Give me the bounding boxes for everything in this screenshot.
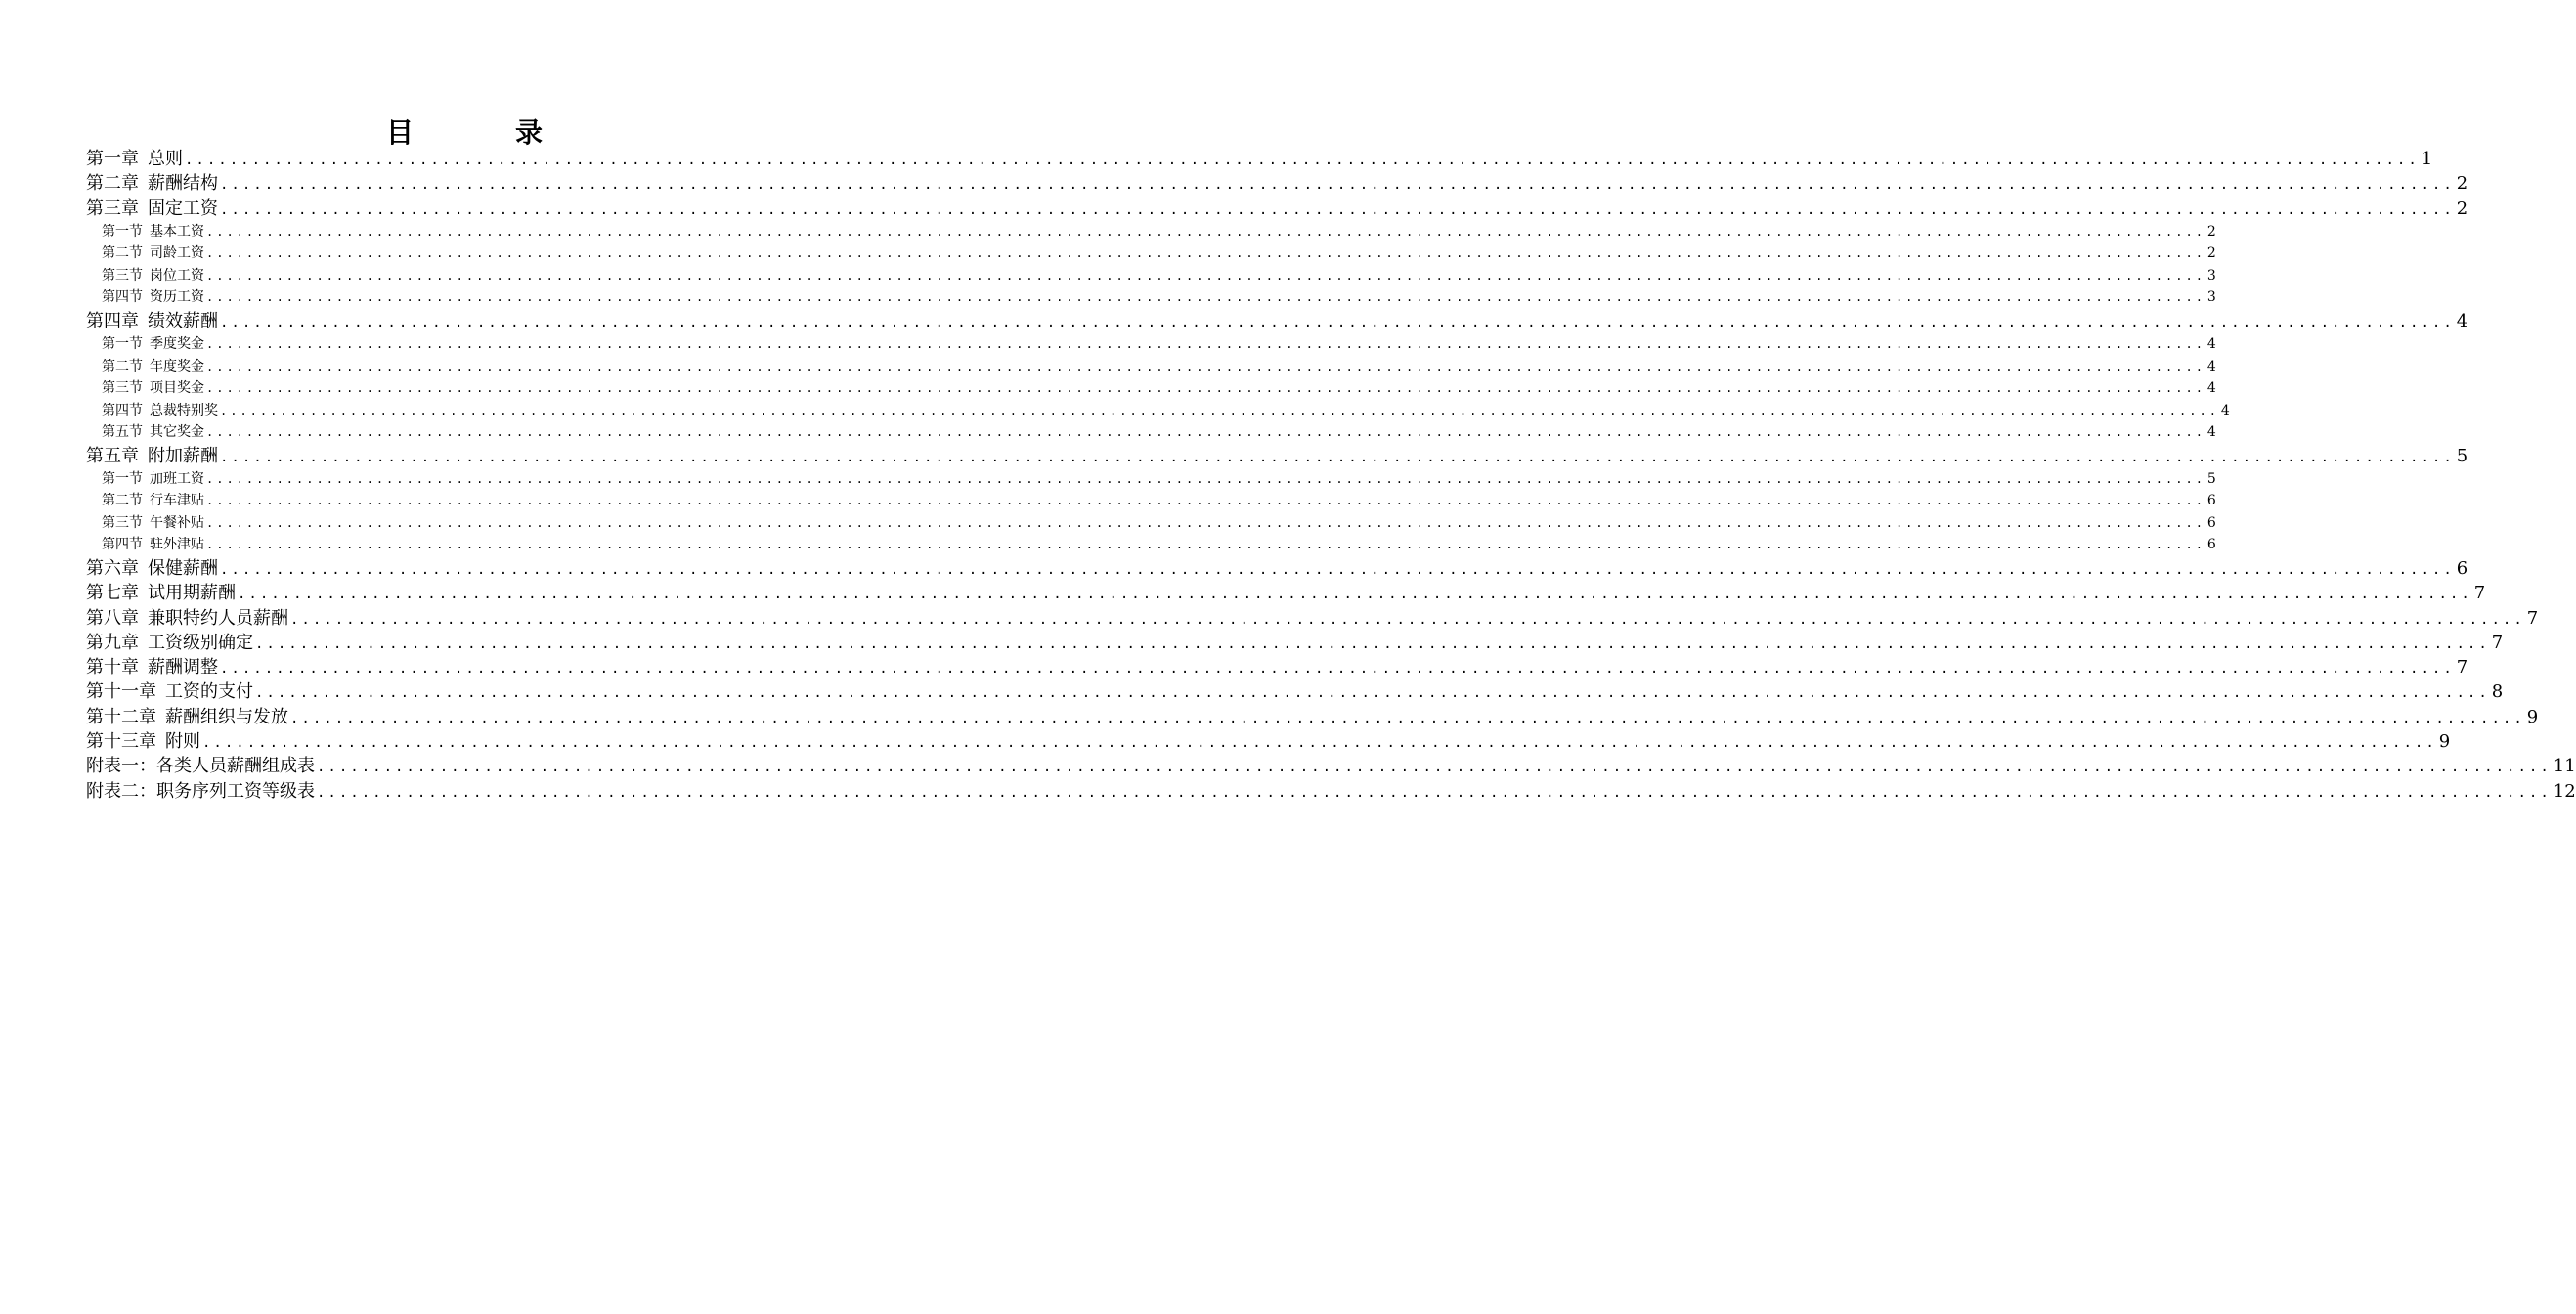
- toc-entry-label: [102, 377, 204, 400]
- toc-chapter-entry[interactable]: [86, 556, 2468, 581]
- toc-section-entry[interactable]: [86, 468, 2216, 491]
- toc-entry-text: 行车津贴: [150, 493, 204, 509]
- toc-page-number: 4: [2456, 310, 2468, 331]
- dot-leader: ........................................................................................................................................................................................................: [220, 449, 2455, 465]
- toc-entry-label: [86, 581, 236, 605]
- toc-entry-label: [102, 400, 218, 422]
- toc-entry-text: 午餐补贴: [150, 514, 204, 531]
- toc-page-number: 7: [2473, 583, 2486, 604]
- toc-section-entry[interactable]: [86, 242, 2216, 265]
- toc-chapter-entry[interactable]: [86, 147, 2433, 171]
- toc-section-entry[interactable]: [86, 490, 2216, 512]
- toc-entry-label: [102, 221, 204, 243]
- toc-page-number: 2: [2206, 245, 2216, 262]
- dot-leader: ........................................................................................................................................................................................................: [220, 177, 2455, 194]
- toc-page-number: 6: [2206, 514, 2216, 531]
- dot-leader: ........................................................................................................................................................................................................: [202, 735, 2437, 752]
- toc-entry-text: 兼职特约人员薪酬: [148, 607, 288, 629]
- dot-leader: ........................................................................................................................................................................................................: [220, 314, 2455, 330]
- toc-entry-text: 附表一：各类人员薪酬组成表: [86, 756, 315, 777]
- toc-entry-text: 工资级别确定: [148, 632, 253, 653]
- toc-entry-text: 保健薪酬: [148, 557, 218, 579]
- toc-entry-label: [102, 286, 204, 309]
- dot-leader: ........................................................................................................................................................................................................: [206, 337, 2205, 352]
- toc-entry-text: 附则: [165, 731, 200, 753]
- toc-section-entry[interactable]: [86, 356, 2216, 378]
- toc-entry-number: 第三节: [102, 267, 143, 284]
- toc-entry-label: [86, 779, 315, 805]
- toc-entry-text: 附表二：职务序列工资等级表: [86, 780, 315, 802]
- dot-leader: ........................................................................................................................................................................................................: [206, 538, 2205, 552]
- toc-entry-label: [102, 468, 204, 491]
- toc-page-number: 2: [2456, 197, 2468, 219]
- toc-entry-number: 第三节: [102, 514, 143, 531]
- toc-entry-text: 薪酬结构: [148, 173, 218, 195]
- toc-page-number: 4: [2220, 402, 2230, 418]
- dot-leader: ........................................................................................................................................................................................................: [220, 403, 2219, 417]
- toc-entry-number: 第六章: [86, 557, 139, 579]
- toc-page-number: 7: [2491, 632, 2504, 653]
- toc-entry-label: [86, 556, 218, 581]
- toc-entry-label: [86, 197, 218, 221]
- toc-entry-text: 绩效薪酬: [148, 310, 218, 331]
- toc-entry-text: 季度奖金: [150, 336, 204, 353]
- dot-leader: ........................................................................................................................................................................................................: [317, 784, 2552, 801]
- dot-leader: ........................................................................................................................................................................................................: [317, 760, 2552, 776]
- toc-page-number: 8: [2491, 681, 2504, 703]
- toc-entry-label: [86, 606, 288, 631]
- toc-section-entry[interactable]: [86, 512, 2216, 535]
- toc-entry-label: [102, 421, 204, 444]
- dot-leader: ........................................................................................................................................................................................................: [290, 710, 2525, 726]
- toc-page-number: 6: [2456, 557, 2468, 579]
- toc-entry-text: 附加薪酬: [148, 445, 218, 466]
- toc-entry-number: 第九章: [86, 632, 139, 653]
- toc-page-number: 9: [2438, 731, 2451, 753]
- toc-page-number: 4: [2206, 336, 2216, 353]
- toc-chapter-entry[interactable]: [86, 444, 2468, 468]
- toc-entry-label: [86, 655, 218, 679]
- toc-entry-number: 第四章: [86, 310, 139, 331]
- toc-page-number: 11: [2553, 756, 2576, 777]
- toc-entry-label: [86, 705, 288, 729]
- toc-entry-number: 第一节: [102, 470, 143, 487]
- toc-entry-text: 薪酬调整: [148, 657, 218, 679]
- toc-entry-label: [86, 679, 253, 704]
- toc-entry-label: [102, 333, 204, 356]
- toc-entry-number: 第四节: [102, 402, 143, 418]
- toc-page-number: 7: [2456, 657, 2468, 679]
- toc-chapter-entry[interactable]: [86, 606, 2539, 631]
- dot-leader: ........................................................................................................................................................................................................: [206, 268, 2205, 283]
- toc-section-entry[interactable]: [86, 421, 2216, 444]
- toc-page-number: 2: [2206, 223, 2216, 240]
- toc-section-entry[interactable]: [86, 286, 2216, 309]
- toc-page-number: 2: [2456, 173, 2468, 195]
- toc-page-number: 5: [2456, 445, 2468, 466]
- toc-page-number: 9: [2526, 706, 2539, 727]
- toc-entry-text: 其它奖金: [150, 424, 204, 441]
- toc-chapter-entry[interactable]: [86, 705, 2539, 729]
- toc-entry-number: 第十三章: [86, 731, 156, 753]
- toc-entry-label: [86, 444, 218, 468]
- toc-entry-number: 第四节: [102, 537, 143, 553]
- toc-entry-number: 第三节: [102, 380, 143, 397]
- toc-entry-label: [86, 754, 315, 779]
- toc-entry-text: 司龄工资: [150, 245, 204, 262]
- toc-entry-number: 第二节: [102, 358, 143, 374]
- toc-entry-label: [102, 534, 204, 556]
- toc-entry-number: 第十一章: [86, 681, 156, 703]
- toc-entry-text: 资历工资: [150, 289, 204, 306]
- toc-entry-text: 年度奖金: [150, 358, 204, 374]
- table-of-contents: [86, 147, 2576, 804]
- toc-section-entry[interactable]: [86, 265, 2216, 287]
- toc-entry-label: [86, 171, 218, 196]
- dot-leader: ........................................................................................................................................................................................................: [206, 515, 2205, 530]
- toc-entry-number: 第三章: [86, 197, 139, 219]
- dot-leader: ........................................................................................................................................................................................................: [290, 611, 2525, 628]
- toc-entry-label: [102, 265, 204, 287]
- toc-entry-label: [86, 147, 183, 171]
- toc-entry-number: 第四节: [102, 289, 143, 306]
- toc-page-number: 6: [2206, 537, 2216, 553]
- toc-page-number: 4: [2206, 358, 2216, 374]
- toc-entry-text: 加班工资: [150, 470, 204, 487]
- toc-entry-number: 第五章: [86, 445, 139, 466]
- toc-page-number: 3: [2206, 267, 2216, 284]
- toc-entry-label: [86, 729, 200, 754]
- toc-section-entry[interactable]: [86, 400, 2230, 422]
- toc-entry-text: 试用期薪酬: [148, 583, 236, 604]
- dot-leader: ........................................................................................................................................................................................................: [206, 246, 2205, 261]
- toc-chapter-entry[interactable]: [86, 309, 2468, 333]
- toc-chapter-entry[interactable]: [86, 631, 2504, 655]
- dot-leader: ........................................................................................................................................................................................................: [238, 587, 2472, 603]
- toc-section-entry[interactable]: [86, 534, 2216, 556]
- toc-entry-number: 第二节: [102, 245, 143, 262]
- dot-leader: ........................................................................................................................................................................................................: [206, 381, 2205, 396]
- toc-chapter-entry[interactable]: [86, 729, 2451, 754]
- dot-leader: ........................................................................................................................................................................................................: [206, 359, 2205, 373]
- toc-entry-text: 项目奖金: [150, 380, 204, 397]
- toc-page-number: 6: [2206, 493, 2216, 509]
- toc-entry-label: [86, 309, 218, 333]
- dot-leader: ........................................................................................................................................................................................................: [255, 685, 2490, 702]
- toc-entry-number: 第一章: [86, 149, 139, 169]
- title-char-2: 录: [515, 116, 544, 149]
- toc-entry-number: 第十二章: [86, 706, 156, 727]
- dot-leader: ........................................................................................................................................................................................................: [206, 224, 2205, 239]
- toc-page-number: 1: [2421, 149, 2433, 169]
- toc-entry-label: [102, 356, 204, 378]
- toc-entry-number: 第二节: [102, 493, 143, 509]
- dot-leader: ........................................................................................................................................................................................................: [206, 290, 2205, 305]
- toc-chapter-entry[interactable]: [86, 197, 2468, 221]
- toc-entry-number: 第七章: [86, 583, 139, 604]
- toc-chapter-entry[interactable]: [86, 655, 2468, 679]
- dot-leader: ........................................................................................................................................................................................................: [206, 471, 2205, 486]
- toc-entry-number: 第一节: [102, 223, 143, 240]
- toc-page-number: 4: [2206, 424, 2216, 441]
- toc-entry-number: 第八章: [86, 607, 139, 629]
- dot-leader: ........................................................................................................................................................................................................: [185, 153, 2420, 168]
- toc-entry-number: 第二章: [86, 173, 139, 195]
- dot-leader: ........................................................................................................................................................................................................: [206, 494, 2205, 508]
- toc-page-number: 3: [2206, 289, 2216, 306]
- toc-entry-text: 岗位工资: [150, 267, 204, 284]
- toc-entry-text: 薪酬组织与发放: [165, 706, 288, 727]
- toc-entry-label: [102, 490, 204, 512]
- toc-page-number: 12: [2553, 780, 2576, 802]
- toc-entry-text: 总则: [148, 149, 183, 169]
- toc-entry-text: 驻外津贴: [150, 537, 204, 553]
- toc-entry-number: 第一节: [102, 336, 143, 353]
- toc-entry-text: 工资的支付: [165, 681, 253, 703]
- toc-section-entry[interactable]: [86, 333, 2216, 356]
- toc-entry-text: 基本工资: [150, 223, 204, 240]
- toc-chapter-entry[interactable]: [86, 779, 2576, 805]
- title-char-1: 目: [385, 116, 414, 149]
- toc-page-number: 7: [2526, 607, 2539, 629]
- toc-entry-label: [102, 512, 204, 535]
- toc-chapter-entry[interactable]: [86, 581, 2486, 605]
- dot-leader: ........................................................................................................................................................................................................: [220, 661, 2455, 678]
- toc-chapter-entry[interactable]: [86, 754, 2576, 779]
- toc-page-number: 4: [2206, 380, 2216, 397]
- dot-leader: ........................................................................................................................................................................................................: [220, 201, 2455, 218]
- toc-section-entry[interactable]: [86, 377, 2216, 400]
- dot-leader: ........................................................................................................................................................................................................: [255, 635, 2490, 652]
- toc-entry-number: 第十章: [86, 657, 139, 679]
- toc-entry-label: [86, 631, 253, 655]
- dot-leader: ........................................................................................................................................................................................................: [206, 425, 2205, 440]
- toc-entry-text: 总裁特别奖: [150, 402, 218, 418]
- toc-entry-label: [102, 242, 204, 265]
- toc-chapter-entry[interactable]: [86, 171, 2468, 196]
- toc-entry-text: 固定工资: [148, 197, 218, 219]
- toc-section-entry[interactable]: [86, 221, 2216, 243]
- toc-chapter-entry[interactable]: [86, 679, 2504, 704]
- toc-page-number: 5: [2206, 470, 2216, 487]
- dot-leader: ........................................................................................................................................................................................................: [220, 561, 2455, 578]
- toc-entry-number: 第五节: [102, 424, 143, 441]
